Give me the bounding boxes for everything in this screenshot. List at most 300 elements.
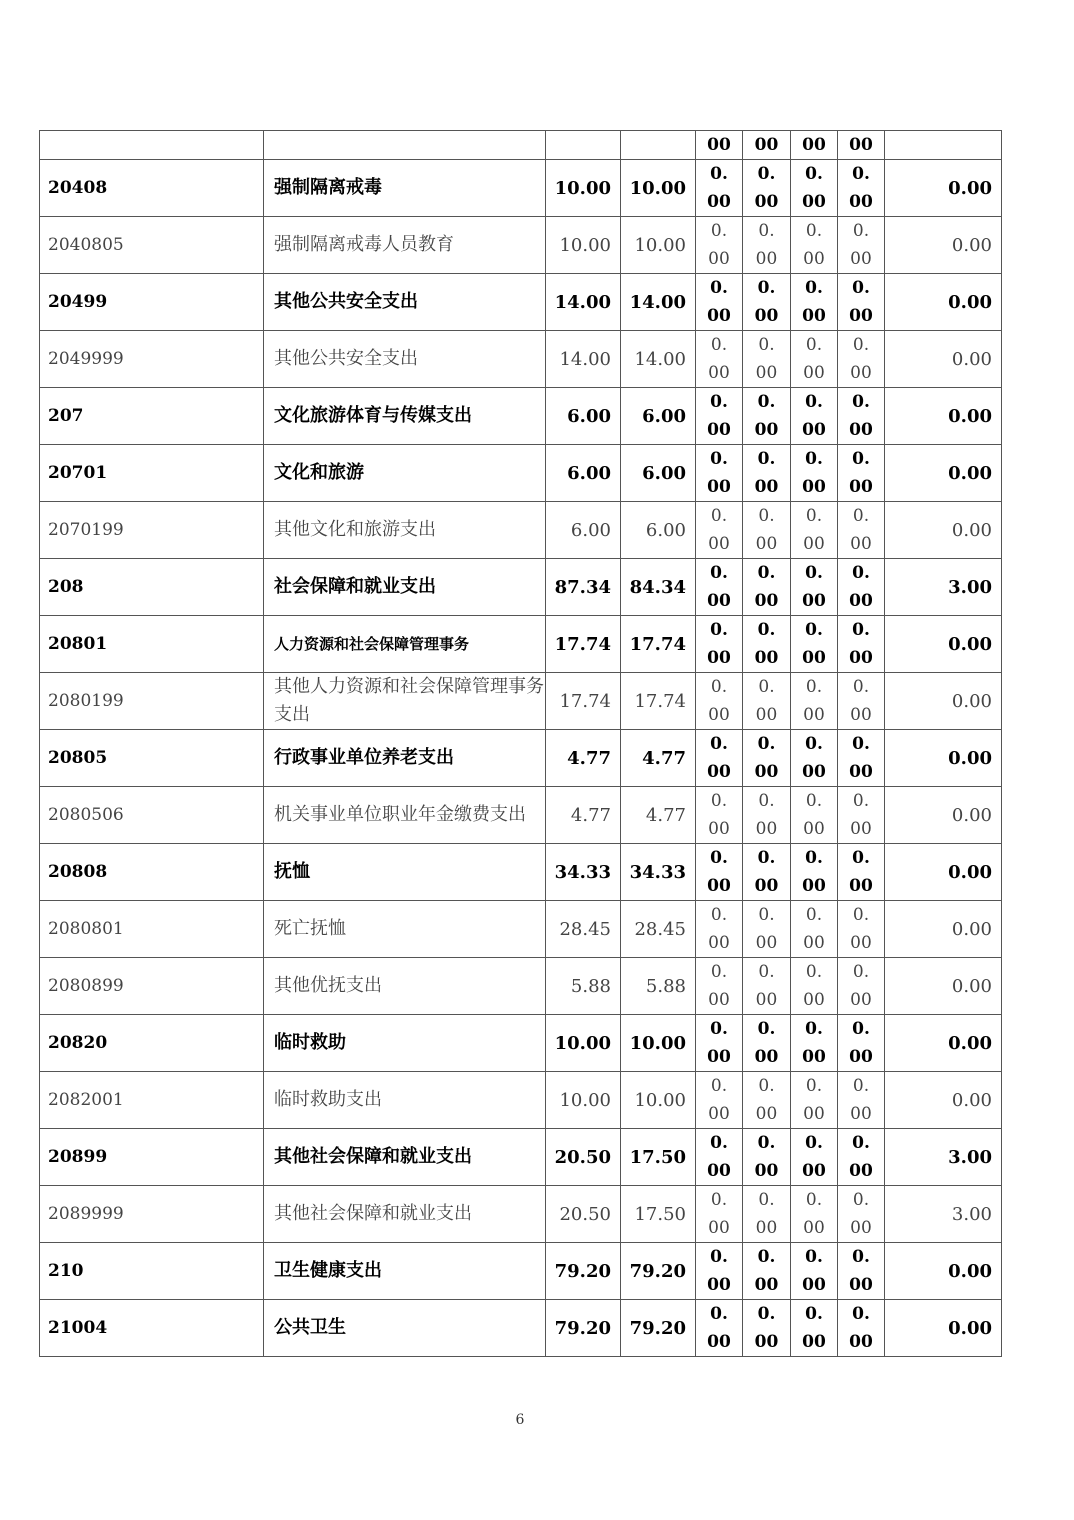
zero-cell-line1: 0. xyxy=(710,221,728,241)
zero-cell-line1: 0. xyxy=(852,335,870,355)
zero-cell xyxy=(791,901,838,958)
zero-cell-line2: 00 xyxy=(849,192,873,212)
zero-cell-line1: 0. xyxy=(758,791,775,811)
project-cell xyxy=(885,131,1002,160)
name-cell: 卫生健康支出 xyxy=(264,1243,546,1300)
zero-cell xyxy=(743,217,791,274)
zero-cell-line2: 00 xyxy=(803,1218,825,1238)
basic-cell: 10.00 xyxy=(621,160,696,217)
zero-cell-line1: 0. xyxy=(710,962,728,982)
zero-cell-line2: 00 xyxy=(708,249,730,269)
zero-cell-line2: 00 xyxy=(849,1047,873,1067)
zero-cell: 00 xyxy=(791,131,838,160)
project-cell: 3.00 xyxy=(885,559,1002,616)
zero-cell-line2: 00 xyxy=(802,648,826,668)
zero-cell xyxy=(743,1072,791,1129)
zero-cell-line1: 0. xyxy=(805,392,823,412)
zero-cell-line1: 0. xyxy=(805,848,823,868)
zero-cell xyxy=(791,274,838,331)
zero-cell-line1: 0. xyxy=(757,278,776,298)
zero-cell xyxy=(838,502,885,559)
basic-cell: 10.00 xyxy=(621,217,696,274)
code-cell: 208 xyxy=(40,559,264,616)
zero-cell xyxy=(838,1015,885,1072)
zero-cell-line1: 0. xyxy=(805,221,823,241)
zero-cell-line2: 00 xyxy=(708,534,730,554)
total-cell: 4.77 xyxy=(546,787,621,844)
zero-cell-line1: 0. xyxy=(710,1247,728,1267)
zero-cell-line1: 0. xyxy=(758,962,775,982)
name-cell: 其他优抚支出 xyxy=(264,958,546,1015)
zero-cell xyxy=(791,1300,838,1357)
table-row xyxy=(40,559,1002,616)
zero-cell-line1: 0. xyxy=(805,677,823,697)
zero-cell xyxy=(696,958,743,1015)
table-row xyxy=(40,673,1002,730)
zero-cell xyxy=(791,1186,838,1243)
zero-cell-line2: 00 xyxy=(850,990,872,1010)
total-cell: 4.77 xyxy=(546,730,621,787)
total-cell: 20.50 xyxy=(546,1186,621,1243)
name-cell: 死亡抚恤 xyxy=(264,901,546,958)
zero-cell-line2: 00 xyxy=(754,762,779,782)
zero-cell: 00 xyxy=(838,131,885,160)
zero-cell-line2: 00 xyxy=(803,1104,825,1124)
name-cell: 其他社会保障和就业支出 xyxy=(264,1129,546,1186)
table-row xyxy=(40,331,1002,388)
zero-cell-line2: 00 xyxy=(849,420,873,440)
zero-cell-line1: 0. xyxy=(757,620,776,640)
code-cell xyxy=(40,131,264,160)
zero-cell xyxy=(696,1300,743,1357)
zero-cell-line1: 0. xyxy=(710,1190,728,1210)
total-cell: 87.34 xyxy=(546,559,621,616)
name-cell: 公共卫生 xyxy=(264,1300,546,1357)
zero-cell-line2: 00 xyxy=(850,819,872,839)
zero-cell xyxy=(791,673,838,730)
basic-cell: 14.00 xyxy=(621,331,696,388)
zero-cell-line1: 0. xyxy=(852,164,870,184)
project-cell: 0.00 xyxy=(885,445,1002,502)
project-cell: 3.00 xyxy=(885,1186,1002,1243)
zero-cell-line2: 00 xyxy=(755,363,778,383)
total-cell xyxy=(546,131,621,160)
zero-cell-line1: 0. xyxy=(852,506,870,526)
basic-cell: 4.77 xyxy=(621,730,696,787)
total-cell: 10.00 xyxy=(546,1072,621,1129)
zero-cell-line1: 0. xyxy=(710,506,728,526)
zero-cell xyxy=(791,502,838,559)
zero-cell xyxy=(791,1072,838,1129)
name-cell: 文化和旅游 xyxy=(264,445,546,502)
zero-cell xyxy=(696,559,743,616)
table-row xyxy=(40,616,1002,673)
zero-cell xyxy=(743,160,791,217)
zero-cell xyxy=(791,388,838,445)
zero-cell xyxy=(791,616,838,673)
zero-cell xyxy=(743,559,791,616)
zero-cell xyxy=(696,1129,743,1186)
table-row xyxy=(40,1072,1002,1129)
code-cell: 207 xyxy=(40,388,264,445)
zero-cell-line2: 00 xyxy=(850,933,872,953)
zero-cell xyxy=(743,844,791,901)
total-cell: 14.00 xyxy=(546,274,621,331)
zero-cell-line1: 0. xyxy=(805,506,823,526)
zero-cell xyxy=(696,331,743,388)
zero-cell xyxy=(696,787,743,844)
zero-cell xyxy=(743,730,791,787)
project-cell: 0.00 xyxy=(885,502,1002,559)
zero-cell-line2: 00 xyxy=(708,363,730,383)
zero-cell-line1: 0. xyxy=(758,1190,775,1210)
code-cell: 2040805 xyxy=(40,217,264,274)
table-row xyxy=(40,787,1002,844)
zero-cell xyxy=(838,274,885,331)
zero-cell xyxy=(791,1015,838,1072)
zero-cell-line1: 0. xyxy=(805,278,823,298)
code-cell: 20899 xyxy=(40,1129,264,1186)
zero-cell-line1: 0. xyxy=(805,905,823,925)
zero-cell-line2: 00 xyxy=(754,477,779,497)
basic-cell: 6.00 xyxy=(621,445,696,502)
zero-cell-line2: 00 xyxy=(755,1218,778,1238)
zero-cell-line2: 00 xyxy=(802,1275,826,1295)
zero-cell xyxy=(696,445,743,502)
zero-cell-line1: 0. xyxy=(757,449,776,469)
code-cell: 20701 xyxy=(40,445,264,502)
zero-cell-line1: 0. xyxy=(805,1304,823,1324)
total-cell: 6.00 xyxy=(546,445,621,502)
table-row xyxy=(40,1129,1002,1186)
total-cell: 34.33 xyxy=(546,844,621,901)
zero-cell-line2: 00 xyxy=(849,306,873,326)
zero-cell xyxy=(743,958,791,1015)
zero-cell-line2: 00 xyxy=(754,306,779,326)
basic-cell: 17.50 xyxy=(621,1129,696,1186)
total-cell: 28.45 xyxy=(546,901,621,958)
table-row xyxy=(40,160,1002,217)
total-cell: 17.74 xyxy=(546,673,621,730)
zero-cell-line2: 00 xyxy=(707,1275,731,1295)
zero-cell-line2: 00 xyxy=(754,876,779,896)
code-cell: 2080801 xyxy=(40,901,264,958)
zero-cell-line1: 0. xyxy=(710,449,728,469)
zero-cell-line2: 00 xyxy=(708,1218,730,1238)
basic-cell: 6.00 xyxy=(621,502,696,559)
zero-cell-line1: 0. xyxy=(710,791,728,811)
zero-cell-line2: 00 xyxy=(802,192,826,212)
total-cell: 79.20 xyxy=(546,1243,621,1300)
code-cell: 2080899 xyxy=(40,958,264,1015)
basic-cell: 79.20 xyxy=(621,1243,696,1300)
zero-cell-line1: 0. xyxy=(758,677,775,697)
zero-cell-line2: 00 xyxy=(755,819,778,839)
zero-cell-line1: 0. xyxy=(758,335,775,355)
name-cell: 其他人力资源和社会保障管理事务支出 xyxy=(264,673,546,730)
zero-cell-line1: 0. xyxy=(757,1019,776,1039)
zero-cell xyxy=(838,673,885,730)
zero-cell-line1: 0. xyxy=(852,1076,870,1096)
zero-cell xyxy=(791,1129,838,1186)
zero-cell xyxy=(696,844,743,901)
zero-cell xyxy=(696,160,743,217)
zero-cell xyxy=(838,1129,885,1186)
project-cell: 0.00 xyxy=(885,1015,1002,1072)
zero-cell-line1: 0. xyxy=(757,164,776,184)
code-cell: 2080199 xyxy=(40,673,264,730)
zero-cell-line2: 00 xyxy=(802,477,826,497)
total-cell: 20.50 xyxy=(546,1129,621,1186)
zero-cell-line2: 00 xyxy=(802,876,826,896)
zero-cell-line1: 0. xyxy=(852,1247,870,1267)
zero-cell-line1: 0. xyxy=(805,1247,823,1267)
project-cell: 0.00 xyxy=(885,958,1002,1015)
zero-cell-line2: 00 xyxy=(754,420,779,440)
project-cell: 0.00 xyxy=(885,787,1002,844)
table-body xyxy=(40,131,1002,1357)
zero-cell-line2: 00 xyxy=(849,876,873,896)
zero-cell-line1: 0. xyxy=(757,734,776,754)
zero-cell-line2: 00 xyxy=(803,705,825,725)
zero-cell xyxy=(696,673,743,730)
zero-cell xyxy=(838,1300,885,1357)
zero-cell-line2: 00 xyxy=(707,477,731,497)
zero-cell-line1: 0. xyxy=(757,1247,776,1267)
table-row xyxy=(40,844,1002,901)
zero-cell-line1: 0. xyxy=(805,563,823,583)
project-cell: 0.00 xyxy=(885,274,1002,331)
zero-cell-line2: 00 xyxy=(755,933,778,953)
zero-cell-line2: 00 xyxy=(755,249,778,269)
zero-cell-line1: 0. xyxy=(757,1133,776,1153)
zero-cell-line1: 0. xyxy=(710,848,728,868)
project-cell: 0.00 xyxy=(885,730,1002,787)
zero-cell-line1: 0. xyxy=(758,1076,775,1096)
total-cell: 6.00 xyxy=(546,388,621,445)
name-cell: 文化旅游体育与传媒支出 xyxy=(264,388,546,445)
zero-cell xyxy=(696,901,743,958)
zero-cell-line2: 00 xyxy=(849,762,873,782)
zero-cell-line1: 0. xyxy=(758,506,775,526)
zero-cell-line1: 0. xyxy=(852,1190,870,1210)
basic-cell: 79.20 xyxy=(621,1300,696,1357)
zero-cell-line1: 0. xyxy=(757,392,776,412)
project-cell: 0.00 xyxy=(885,901,1002,958)
zero-cell-line2: 00 xyxy=(708,990,730,1010)
table-row xyxy=(40,502,1002,559)
zero-cell xyxy=(743,502,791,559)
zero-cell-line1: 0. xyxy=(710,1133,728,1153)
basic-cell: 17.50 xyxy=(621,1186,696,1243)
zero-cell-line2: 00 xyxy=(707,591,731,611)
table-row xyxy=(40,901,1002,958)
name-cell: 抚恤 xyxy=(264,844,546,901)
zero-cell xyxy=(743,1015,791,1072)
zero-cell xyxy=(838,1243,885,1300)
zero-cell-line2: 00 xyxy=(708,705,730,725)
zero-cell-line2: 00 xyxy=(849,1275,873,1295)
zero-cell-line1: 0. xyxy=(852,962,870,982)
budget-table xyxy=(39,130,1002,1357)
zero-cell-line1: 0. xyxy=(805,449,823,469)
zero-cell-line2: 00 xyxy=(849,591,873,611)
zero-cell-line1: 0. xyxy=(710,335,728,355)
zero-cell-line2: 00 xyxy=(707,762,731,782)
zero-cell-line2: 00 xyxy=(754,648,779,668)
name-cell: 强制隔离戒毒 xyxy=(264,160,546,217)
total-cell: 10.00 xyxy=(546,1015,621,1072)
zero-cell-line2: 00 xyxy=(755,1104,778,1124)
project-cell: 0.00 xyxy=(885,1300,1002,1357)
name-cell: 其他社会保障和就业支出 xyxy=(264,1186,546,1243)
zero-cell-line1: 0. xyxy=(758,221,775,241)
zero-cell xyxy=(791,958,838,1015)
table-row xyxy=(40,217,1002,274)
zero-cell-line1: 0. xyxy=(805,335,823,355)
zero-cell-line2: 00 xyxy=(849,648,873,668)
zero-cell-line2: 00 xyxy=(850,534,872,554)
zero-cell-line2: 00 xyxy=(850,1218,872,1238)
table-row xyxy=(40,388,1002,445)
name-cell xyxy=(264,131,546,160)
zero-cell-line1: 0. xyxy=(758,905,775,925)
zero-cell xyxy=(743,901,791,958)
basic-cell: 14.00 xyxy=(621,274,696,331)
basic-cell: 5.88 xyxy=(621,958,696,1015)
table-row xyxy=(40,445,1002,502)
zero-cell xyxy=(696,217,743,274)
table-row-continued xyxy=(40,131,1002,160)
zero-cell xyxy=(743,445,791,502)
name-cell: 机关事业单位职业年金缴费支出 xyxy=(264,787,546,844)
zero-cell-line1: 0. xyxy=(852,1304,870,1324)
zero-cell-line1: 0. xyxy=(710,563,728,583)
total-cell: 17.74 xyxy=(546,616,621,673)
project-cell: 0.00 xyxy=(885,388,1002,445)
zero-cell xyxy=(743,787,791,844)
zero-cell xyxy=(838,958,885,1015)
basic-cell xyxy=(621,131,696,160)
zero-cell xyxy=(791,217,838,274)
zero-cell-line2: 00 xyxy=(707,876,731,896)
zero-cell-line1: 0. xyxy=(852,791,870,811)
zero-cell-line2: 00 xyxy=(849,1161,873,1181)
zero-cell-line2: 00 xyxy=(708,819,730,839)
zero-cell-line1: 0. xyxy=(710,905,728,925)
project-cell: 0.00 xyxy=(885,1243,1002,1300)
name-cell: 强制隔离戒毒人员教育 xyxy=(264,217,546,274)
zero-cell xyxy=(696,388,743,445)
zero-cell xyxy=(838,616,885,673)
code-cell: 2082001 xyxy=(40,1072,264,1129)
code-cell: 21004 xyxy=(40,1300,264,1357)
basic-cell: 10.00 xyxy=(621,1015,696,1072)
zero-cell xyxy=(791,844,838,901)
zero-cell xyxy=(791,559,838,616)
project-cell: 0.00 xyxy=(885,160,1002,217)
zero-cell xyxy=(838,787,885,844)
zero-cell-line2: 00 xyxy=(802,1161,826,1181)
zero-cell xyxy=(696,274,743,331)
table-row xyxy=(40,958,1002,1015)
zero-cell-line2: 00 xyxy=(754,1332,779,1352)
total-cell: 6.00 xyxy=(546,502,621,559)
project-cell: 0.00 xyxy=(885,616,1002,673)
code-cell: 20408 xyxy=(40,160,264,217)
basic-cell: 4.77 xyxy=(621,787,696,844)
zero-cell-line2: 00 xyxy=(803,534,825,554)
zero-cell-line1: 0. xyxy=(710,1076,728,1096)
zero-cell xyxy=(696,1015,743,1072)
zero-cell xyxy=(838,331,885,388)
page-number: 6 xyxy=(515,1412,525,1428)
zero-cell xyxy=(791,730,838,787)
zero-cell-line2: 00 xyxy=(850,363,872,383)
code-cell: 2080506 xyxy=(40,787,264,844)
basic-cell: 84.34 xyxy=(621,559,696,616)
code-cell: 2089999 xyxy=(40,1186,264,1243)
zero-cell xyxy=(696,730,743,787)
zero-cell-line2: 00 xyxy=(803,819,825,839)
zero-cell xyxy=(743,388,791,445)
zero-cell-line1: 0. xyxy=(805,164,823,184)
table-row xyxy=(40,1015,1002,1072)
zero-cell-line1: 0. xyxy=(852,1133,870,1153)
zero-cell xyxy=(791,787,838,844)
zero-cell-line2: 00 xyxy=(707,192,731,212)
zero-cell xyxy=(696,616,743,673)
basic-cell: 34.33 xyxy=(621,844,696,901)
zero-cell-line2: 00 xyxy=(754,1161,779,1181)
zero-cell-line2: 00 xyxy=(802,1332,826,1352)
code-cell: 2049999 xyxy=(40,331,264,388)
zero-cell-line2: 00 xyxy=(803,990,825,1010)
zero-cell-line2: 00 xyxy=(755,705,778,725)
project-cell: 0.00 xyxy=(885,1072,1002,1129)
zero-cell-line2: 00 xyxy=(707,1332,731,1352)
total-cell: 10.00 xyxy=(546,160,621,217)
zero-cell xyxy=(838,217,885,274)
zero-cell-line2: 00 xyxy=(850,1104,872,1124)
name-cell: 社会保障和就业支出 xyxy=(264,559,546,616)
zero-cell-line1: 0. xyxy=(852,620,870,640)
zero-cell-line2: 00 xyxy=(707,420,731,440)
zero-cell-line1: 0. xyxy=(805,1133,823,1153)
zero-cell-line1: 0. xyxy=(710,677,728,697)
zero-cell-line1: 0. xyxy=(710,620,728,640)
zero-cell-line1: 0. xyxy=(805,620,823,640)
name-cell: 临时救助 xyxy=(264,1015,546,1072)
zero-cell-line2: 00 xyxy=(802,420,826,440)
code-cell: 20801 xyxy=(40,616,264,673)
code-cell: 20499 xyxy=(40,274,264,331)
zero-cell-line2: 00 xyxy=(802,1047,826,1067)
basic-cell: 6.00 xyxy=(621,388,696,445)
zero-cell-line2: 00 xyxy=(802,591,826,611)
zero-cell-line1: 0. xyxy=(805,791,823,811)
table-row xyxy=(40,1186,1002,1243)
zero-cell xyxy=(791,160,838,217)
zero-cell xyxy=(743,1129,791,1186)
code-cell: 210 xyxy=(40,1243,264,1300)
zero-cell xyxy=(743,331,791,388)
table-row xyxy=(40,274,1002,331)
zero-cell-line2: 00 xyxy=(754,591,779,611)
zero-cell-line2: 00 xyxy=(849,1332,873,1352)
zero-cell xyxy=(838,559,885,616)
name-cell: 其他文化和旅游支出 xyxy=(264,502,546,559)
